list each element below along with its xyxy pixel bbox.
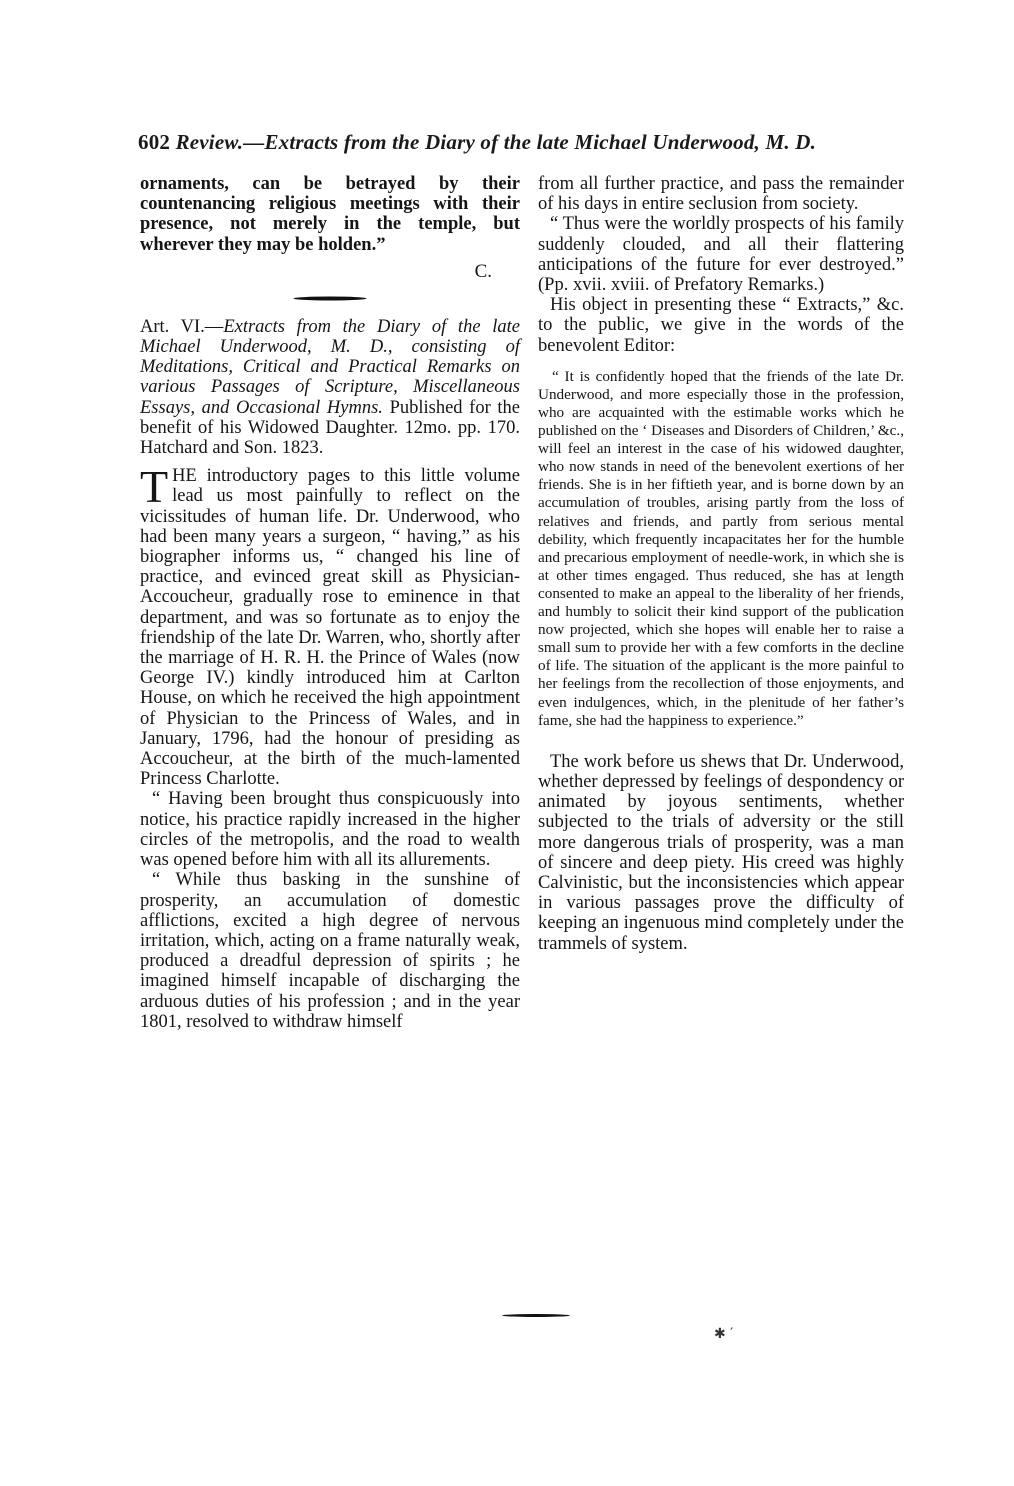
running-header (138, 130, 908, 155)
editor-quote-text: “ It is confidently hoped that the friends of the late Dr. Underwood, and more especially those in the profession, who are acquainted with the estimable works which he published on the ‘ Diseases and Disorders of Children,’ &c., will feel an interest in the case of his widowed daughter, who now stands in need of the benevolent exertions of her friends. She is in her fiftieth year, and is borne down by an accumulation of troubles, arising partly from the loss of relatives and friends, and partly from serious mental debility, which frequently incapacitates her for the humble and precarious employment of needle-work, in which she is at other times engaged. Thus reduced, she has at length consented to make an appeal to the liberality of her friends, and humbly to solicit their kind support of the publication now projected, which she hopes will enable her to raise a small sum to provide her with a few comforts in the decline of life. The situation of the applicant is the more painful to her feelings from the recollection of those enjoyments, and even indulgences, which, in the plenitude of her father’s fame, she had the happiness to experience.” (538, 367, 904, 729)
page-number: 602 (138, 130, 171, 154)
intro-paragraph (140, 461, 520, 790)
drop-cap: T (140, 461, 169, 513)
print-specks: ✱ ′ (714, 1326, 734, 1342)
editor-quote (538, 368, 904, 730)
article-label: Art. VI.— (140, 316, 224, 337)
left-paragraph-2: “ Having been brought thus conspicuously into notice, his practice rapidly increased in the higher circles of the metropolis, and the road to wealth was opened before him with all its allurements. (140, 789, 520, 871)
article-details: Published for the benefit of his Widowed Daughter. 12mo. pp. 170. Hatchard and Son. 1823. (140, 397, 520, 459)
header-section: Review. (175, 130, 244, 154)
right-final-paragraph: The work before us shews that Dr. Underwood, whether depressed by feelings of despondency or animated by joyous sentiments, whether subjected to the trials of adversity or the still more dangerous trials of prosperity, was a man of sincere and deep piety. His creed was highly Calvinistic, but the inconsistencies which appear in various passages prove the difficulty of keeping an ingenuous mind completely under the trammels of system. (538, 751, 904, 954)
article-heading (140, 317, 520, 458)
right-column (538, 174, 904, 954)
section-rule (140, 283, 520, 313)
left-continuation: ornaments, can be betrayed by their countenancing religious meetings with their presence, not merely in the temple, but wherever they may be holden.” (140, 174, 520, 255)
signature: C. (474, 260, 492, 282)
end-rule (502, 1314, 570, 1317)
right-paragraph-3: His object in presenting these “ Extracts,” &c. to the public, we give in the words of the benevolent Editor: (538, 295, 904, 356)
header-title: —Extracts from the Diary of the late Michael Underwood, M. D. (243, 130, 817, 154)
intro-text: HE introductory pages to this little volume lead us most painfully to reflect on the vicissitudes of human life. Dr. Underwood, who had been many years a surgeon, “ having,” as his biographer informs us, “ changed his line of practice, and evinced great skill as Physician-Accoucheur, gradually rose to eminence in that department, and was so fortunate as to enjoy the friendship of the late Dr. Warren, who, shortly after the marriage of H. R. H. the Prince of Wales (now George IV.) kindly introduced him at Carlton House, on which he received the high appointment of Physician to the Princess of Wales, and in January, 1796, had the honour of presiding as Accoucheur, at the birth of the much-lamented Princess Charlotte. (140, 466, 520, 790)
left-paragraph-3: “ While thus basking in the sunshine of prosperity, an accumulation of domestic afflictions, excited a high degree of nervous irritation, which, acting on a frame naturally weak, produced a dreadful depression of spirits ; he imagined himself incapable of discharging the arduous duties of his profession ; and in the year 1801, resolved to withdraw himself (140, 870, 520, 1032)
article-title: Extracts from the Diary of the late Michael Underwood, M. D., consisting of Meditations, Critical and Practical Remarks on various Passages of Scripture, Miscellaneous Essays, and Occasional Hymns. (140, 316, 520, 418)
right-paragraph-2: “ Thus were the worldly prospects of his family suddenly clouded, and all their flattering anticipations of the future for ever destroyed.” (Pp. xvii. xviii. of Prefatory Remarks.) (538, 214, 904, 296)
right-continuation: from all further practice, and pass the remainder of his days in entire seclusion from society. (538, 174, 904, 215)
left-column (140, 174, 520, 1032)
